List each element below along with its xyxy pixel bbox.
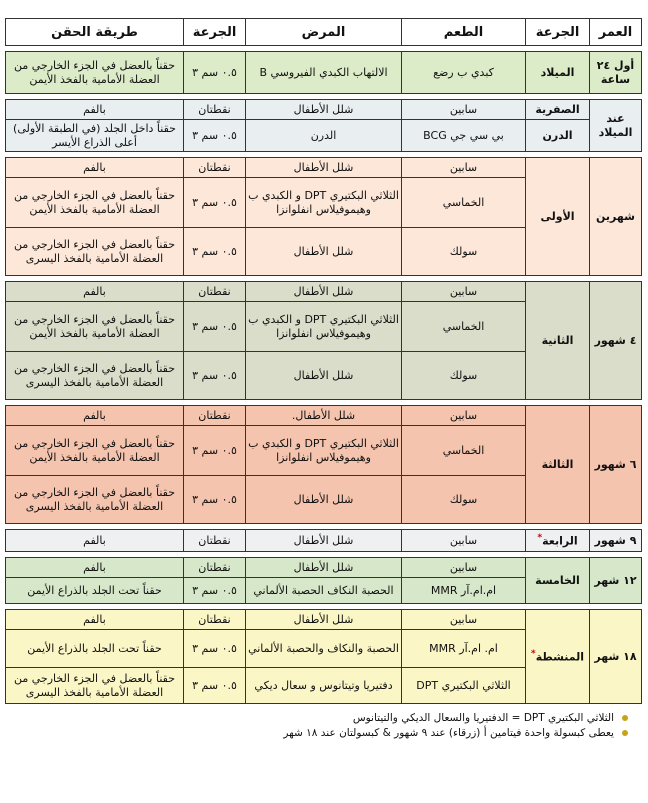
disease-cell: شلل الأطفال [246,476,402,524]
disease-cell: شلل الأطفال [246,352,402,400]
amount-cell: ٠.٥ سم ٣ [184,668,246,704]
amount-cell: ٠.٥ سم ٣ [184,120,246,152]
vaccine-cell: سابين [402,530,526,552]
route-cell: حقناً تحت الجلد بالذراع الأيمن [6,630,184,668]
vaccine-cell: ام. ام.آر MMR [402,630,526,668]
route-cell: حقناً بالعضل في الجزء الخارجي من العضلة الأمامية بالفخذ الأيمن [6,52,184,94]
amount-cell: ٠.٥ سم ٣ [184,302,246,352]
group-m18 [5,609,642,704]
route-cell: حقناً بالعضل في الجزء الخارجي من العضلة الأمامية بالفخذ الأيمن [6,302,184,352]
group-m9 [5,529,642,552]
route-cell: حقناً بالعضل في الجزء الخارجي من العضلة الأمامية بالفخذ اليسرى [6,352,184,400]
dose-cell [526,530,590,552]
vaccine-cell: الخماسي [402,302,526,352]
schedule-groups [6,51,642,704]
header-route: طريقة الحقن [6,19,184,46]
vaccine-cell: الخماسي [402,426,526,476]
dose-label: الميلاد [540,65,575,79]
disease-cell: الدرن [246,120,402,152]
dose-cell [526,52,590,94]
vaccine-cell: سولك [402,228,526,276]
amount-cell: نقطتان [184,558,246,578]
table-row [6,158,642,178]
vaccine-cell: سابين [402,158,526,178]
note-text: يعطى كبسولة واحدة فيتامين أ (زرقاء) عند ٩ شهور & كبسولتان عند ١٨ شهر [283,727,614,739]
asterisk-mark: * [530,648,536,660]
route-cell: حقناً تحت الجلد بالذراع الأيمن [6,578,184,604]
route-cell: بالفم [6,610,184,630]
amount-cell: ٠.٥ سم ٣ [184,476,246,524]
vaccine-cell: ام.ام.آر MMR [402,578,526,604]
disease-cell: شلل الأطفال [246,558,402,578]
table-row [6,530,642,552]
vaccine-cell: سولك [402,476,526,524]
dose-label: الثالثة [541,457,574,471]
vaccine-cell: سابين [402,610,526,630]
vaccine-cell: الثلاثي البكتيري DPT [402,668,526,704]
age-cell: شهرين [590,158,642,276]
route-cell: حقناً داخل الجلد (في الطبقة الأولى) أعلى الذراع الأيسر [6,120,184,152]
header-dose: الجرعة [526,19,590,46]
route-cell: بالفم [6,406,184,426]
route-cell: حقناً بالعضل في الجزء الخارجي من العضلة الأمامية بالفخذ الأيمن [6,426,184,476]
table-row [6,100,642,120]
amount-cell: ٠.٥ سم ٣ [184,578,246,604]
amount-cell: ٠.٥ سم ٣ [184,228,246,276]
route-cell: بالفم [6,530,184,552]
dose-cell [526,558,590,604]
dose-cell [526,158,590,276]
amount-cell: ٠.٥ سم ٣ [184,630,246,668]
amount-cell: ٠.٥ سم ٣ [184,352,246,400]
amount-cell: ٠.٥ سم ٣ [184,52,246,94]
group-birth24 [5,51,642,94]
dose-label: الرابعة [542,534,578,548]
dose-cell [526,282,590,400]
amount-cell: نقطتان [184,530,246,552]
disease-cell: الحصبة والنكاف والحصبة الألماني [246,630,402,668]
vaccine-cell: سابين [402,282,526,302]
header-vaccine: الطعم [402,19,526,46]
route-cell: بالفم [6,282,184,302]
vaccine-cell: كبدي ب رضع [402,52,526,94]
age-cell: ٤ شهور [590,282,642,400]
disease-cell: شلل الأطفال [246,282,402,302]
vaccine-cell: سابين [402,406,526,426]
asterisk-mark: * [537,532,543,544]
disease-cell: شلل الأطفال [246,158,402,178]
route-cell: حقناً بالعضل في الجزء الخارجي من العضلة الأمامية بالفخذ الأيمن [6,178,184,228]
route-cell: حقناً بالعضل في الجزء الخارجي من العضلة الأمامية بالفخذ اليسرى [6,668,184,704]
route-cell: حقناً بالعضل في الجزء الخارجي من العضلة الأمامية بالفخذ اليسرى [6,228,184,276]
table-row [6,120,642,152]
group-m6 [5,405,642,524]
age-cell: أول ٢٤ ساعة [590,52,642,94]
table-row [6,406,642,426]
note-vitamin-a [6,727,642,739]
age-cell: ١٨ شهر [590,610,642,704]
dose-label: الثانية [541,333,574,347]
table-row [6,282,642,302]
dose-label: الأولى [540,209,575,223]
table-row [6,52,642,94]
group-m4 [5,281,642,400]
vaccine-cell: سولك [402,352,526,400]
notes [6,712,642,739]
header-age: العمر [590,19,642,46]
amount-cell: ٠.٥ سم ٣ [184,178,246,228]
note-dpt [6,712,642,724]
disease-cell: شلل الأطفال [246,228,402,276]
disease-cell: دفتيريا وتيتانوس و سعال ديكي [246,668,402,704]
table-row [6,610,642,630]
dose-label: الخامسة [535,573,580,587]
header-amount: الجرعة [184,19,246,46]
dose-cell: الدرن [526,120,590,152]
dose-label: المنشطة [535,650,585,664]
table-row [6,558,642,578]
amount-cell: نقطتان [184,282,246,302]
vaccine-cell: بي سي جي BCG [402,120,526,152]
disease-cell: الحصبة النكاف الحصبة الألماني [246,578,402,604]
route-cell: بالفم [6,158,184,178]
dose-cell [526,406,590,524]
disease-cell: شلل الأطفال [246,610,402,630]
vaccine-cell: الخماسي [402,178,526,228]
disease-cell: الثلاثي البكتيري DPT و الكبدي ب وهيموفيلاس انفلوانزا [246,178,402,228]
route-cell: بالفم [6,100,184,120]
route-cell: حقناً بالعضل في الجزء الخارجي من العضلة الأمامية بالفخذ اليسرى [6,476,184,524]
age-cell: ٩ شهور [590,530,642,552]
header-table [5,18,642,46]
amount-cell: نقطتان [184,100,246,120]
header-row [6,19,642,46]
note-text: الثلاثي البكتيري DPT = الدفتيريا والسعال الديكي والتيتانوس [352,712,614,724]
disease-cell: شلل الأطفال [246,530,402,552]
amount-cell: نقطتان [184,406,246,426]
amount-cell: نقطتان [184,158,246,178]
group-birth [5,99,642,152]
disease-cell: الثلاثي البكتيري DPT و الكبدي ب وهيموفيلاس انفلوانزا [246,302,402,352]
vaccine-cell: سابين [402,558,526,578]
header-disease: المرض [246,19,402,46]
group-m2 [5,157,642,276]
amount-cell: نقطتان [184,610,246,630]
age-cell: ١٢ شهر [590,558,642,604]
dose-cell [526,610,590,704]
disease-cell: الثلاثي البكتيري DPT و الكبدي ب وهيموفيلاس انفلوانزا [246,426,402,476]
age-cell: ٦ شهور [590,406,642,524]
amount-cell: ٠.٥ سم ٣ [184,426,246,476]
age-cell: عند الميلاد [590,100,642,152]
vaccination-schedule [6,18,642,742]
bullet-icon [622,730,628,736]
disease-cell: الالتهاب الكبدي الفيروسي B [246,52,402,94]
group-m12 [5,557,642,604]
dose-cell: الصفرية [526,100,590,120]
disease-cell: شلل الأطفال. [246,406,402,426]
bullet-icon [622,715,628,721]
vaccine-cell: سابين [402,100,526,120]
disease-cell: شلل الأطفال [246,100,402,120]
route-cell: بالفم [6,558,184,578]
